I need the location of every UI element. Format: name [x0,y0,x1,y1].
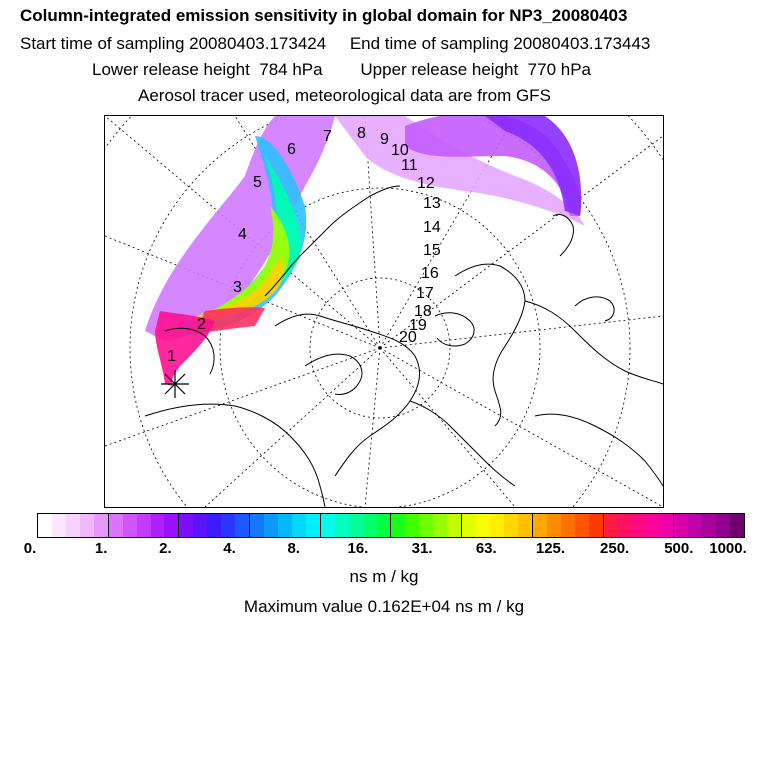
colorbar-swatch [164,514,179,537]
colorbar-swatch [462,514,476,537]
colorbar-swatch [109,514,123,537]
day-label: 18 [414,303,432,320]
colorbar-swatch [617,514,631,537]
day-label: 3 [233,279,242,296]
colorbar-swatch [547,514,561,537]
colorbar-tick-label: 0. [23,540,37,557]
colorbar-swatch [221,514,235,537]
day-label: 10 [391,142,409,159]
colorbar-swatch [349,514,363,537]
colorbar-swatch [292,514,306,537]
day-label: 14 [423,219,441,236]
colorbar [37,513,745,538]
day-label: 13 [423,195,441,212]
colorbar-swatch [94,514,109,537]
colorbar-swatch [363,514,377,537]
map-svg [105,116,663,507]
colorbar-tick-label: 500. [664,540,694,557]
asterisk-icon [161,370,189,398]
colorbar-swatch [702,514,716,537]
colorbar-tick-label: 8. [287,540,300,557]
colorbar-swatch [716,514,730,537]
colorbar-tick-label: 125. [535,540,566,557]
day-label: 8 [357,125,366,142]
day-label: 6 [287,141,296,158]
colorbar-swatch [391,514,405,537]
colorbar-swatch [278,514,292,537]
colorbar-swatch [151,514,165,537]
colorbar-swatch [123,514,137,537]
colorbar-swatch [447,514,462,537]
colorbar-swatch [264,514,278,537]
day-label: 5 [253,174,262,191]
colorbar-swatch [433,514,447,537]
colorbar-swatch [575,514,589,537]
colorbar-swatch [533,514,547,537]
day-label: 4 [238,226,247,243]
day-label: 12 [417,175,435,192]
colorbar-swatch [688,514,702,537]
colorbar-swatch [659,514,674,537]
colorbar-swatch [306,514,321,537]
colorbar-swatch [335,514,349,537]
colorbar-swatch [631,514,645,537]
day-label: 17 [416,285,434,302]
maximum-value-text: Maximum value 0.162E+04 ns m / kg [243,597,525,616]
colorbar-swatch [604,514,618,537]
day-label: 11 [401,157,418,174]
day-label: 9 [380,131,389,148]
colorbar-tick-label: 250. [600,540,630,557]
colorbar-units: ns m / kg [349,567,419,586]
colorbar-swatch [561,514,575,537]
colorbar-swatch [674,514,688,537]
colorbar-tick-label: 1. [94,540,108,557]
colorbar-swatch [179,514,193,537]
colorbar-tick-label: 4. [223,540,236,557]
colorbar-swatch [80,514,94,537]
colorbar-swatch [235,514,250,537]
day-label: 1 [167,348,176,365]
sensitivity-map [104,115,664,508]
colorbar-tick-label: 31. [411,540,433,557]
plot-title: Column-integrated emission sensitivity in global domain for NP3_20080403 [20,6,628,25]
day-label: 20 [399,329,417,346]
colorbar-swatch [490,514,504,537]
colorbar-swatch [250,514,264,537]
colorbar-tick-label: 1000. [709,540,747,557]
colorbar-swatch [405,514,419,537]
day-label: 19 [409,317,427,334]
colorbar-tick-label: 63. [475,540,497,557]
colorbar-swatch [476,514,490,537]
release-height-line: Lower release height 784 hPa Upper release height 770 hPa [92,60,591,79]
sampling-time-line: Start time of sampling 20080403.173424 End time of sampling 20080403.173443 [20,34,651,53]
tracer-info-line: Aerosol tracer used, meteorological data are from GFS [138,86,551,105]
day-label: 2 [197,316,206,333]
colorbar-tick-label: 2. [159,540,172,557]
day-label: 7 [323,128,332,145]
colorbar-swatch [504,514,518,537]
colorbar-swatch [377,514,392,537]
day-label: 16 [421,265,439,282]
colorbar-swatch [207,514,221,537]
colorbar-swatch [321,514,335,537]
colorbar-swatch [38,514,52,537]
colorbar-swatch [419,514,433,537]
colorbar-swatch [137,514,151,537]
colorbar-swatch [730,514,744,537]
colorbar-swatch [589,514,604,537]
colorbar-swatch [52,514,66,537]
sensitivity-plume [145,116,585,386]
day-label: 15 [423,242,441,259]
colorbar-tick-label: 16. [347,540,369,557]
colorbar-swatch [518,514,533,537]
colorbar-swatch [645,514,659,537]
colorbar-swatch [66,514,80,537]
colorbar-swatch [193,514,207,537]
